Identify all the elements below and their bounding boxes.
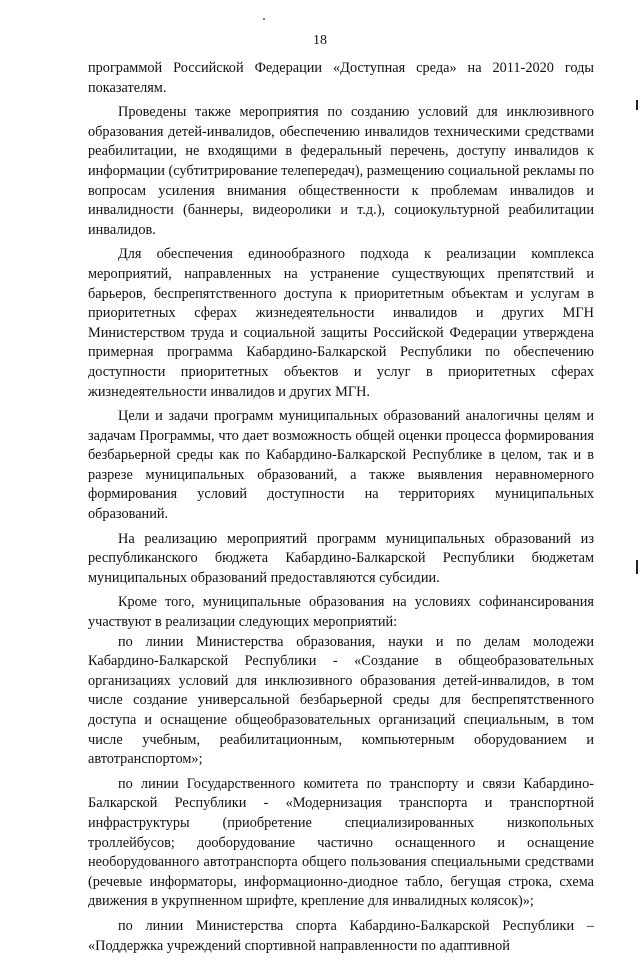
list-item: по линии Министерства спорта Кабардино-Балкарской Республики – «Поддержка учреждений спортивной направленности по адаптивной <box>88 917 594 954</box>
paragraph: На реализацию мероприятий программ муниципальных образований из республиканского бюджета Кабардино-Балкарской Республики бюджетам муниципальных образований предоставляются субсидии. <box>88 530 594 586</box>
paragraph: Кроме того, муниципальные образования на условиях софинансирования участвуют в реализации следующих мероприятий: <box>88 594 594 631</box>
page-number: 18 <box>313 33 327 48</box>
paragraph: Проведены также мероприятия по созданию условий для инклюзивного образования детей-инвалидов, обеспечению инвалидов техническими средствами реабилитации, не входящими в федеральный перечень, доступу инвалидов к информации (субтитрирование телепередач), размещению социальной рекламы по вопросам усиления внимания общественности к проблемам инвалидов и инвалидности (баннеры, видеоролики и т.д.), социокультурной реабилитации инвалидов. <box>88 104 594 238</box>
list-item: по линии Министерства образования, науки и по делам молодежи Кабардино-Балкарской Республики - «Создание в общеобразовательных организациях условий для инклюзивного образования детей-инвалидов, в том числе создание универсальной безбарьерной среды для беспрепятственного доступа и оснащение общеобразовательных организаций специальным, в том числе учебным, реабилитационным, компьютерным оборудованием и автотранспортом»; <box>88 633 594 768</box>
paragraph: Для обеспечения единообразного подхода к реализации комплекса мероприятий, направленных на устранение существующих препятствий и барьеров, беспрепятственного доступа к приоритетным объектам и услугам в приоритетных сферах жизнедеятельности инвалидов и других МГН Министерством труда и социальной защиты Российской Федерации утверждена примерная программа Кабардино-Балкарской Республики по обеспечению доступности приоритетных объектов и услуг в приоритетных сферах жизнедеятельности инвалидов и других МГН. <box>88 246 594 400</box>
scan-speck <box>263 18 265 20</box>
paragraph: программой Российской Федерации «Доступная среда» на 2011-2020 годы показателям. <box>88 60 594 96</box>
document-body <box>88 59 594 961</box>
scan-edge-mark <box>636 100 638 110</box>
scan-edge-mark <box>636 560 638 574</box>
paragraph: Цели и задачи программ муниципальных образований аналогичны целям и задачам Программы, что дает возможность общей оценки процесса формирования безбарьерной среды как по Кабардино-Балкарской Республике в целом, так и в разрезе муниципальных образований, а также выявления неравномерного формирования условий доступности на территориях муниципальных образований. <box>88 408 594 523</box>
list-item: по линии Государственного комитета по транспорту и связи Кабардино-Балкарской Республики - «Модернизация транспорта и транспортной инфраструктуры (приобретение специализированных низкопольных троллейбусов; дооборудование частично оснащенного и оснащение необорудованного автотранспорта общего пользования специальными средствами (речевые информаторы, информационно-диодное табло, бегущая строка, схема движения в укрупненном шрифте, крепление для инвалидных колясок)»; <box>88 775 594 910</box>
